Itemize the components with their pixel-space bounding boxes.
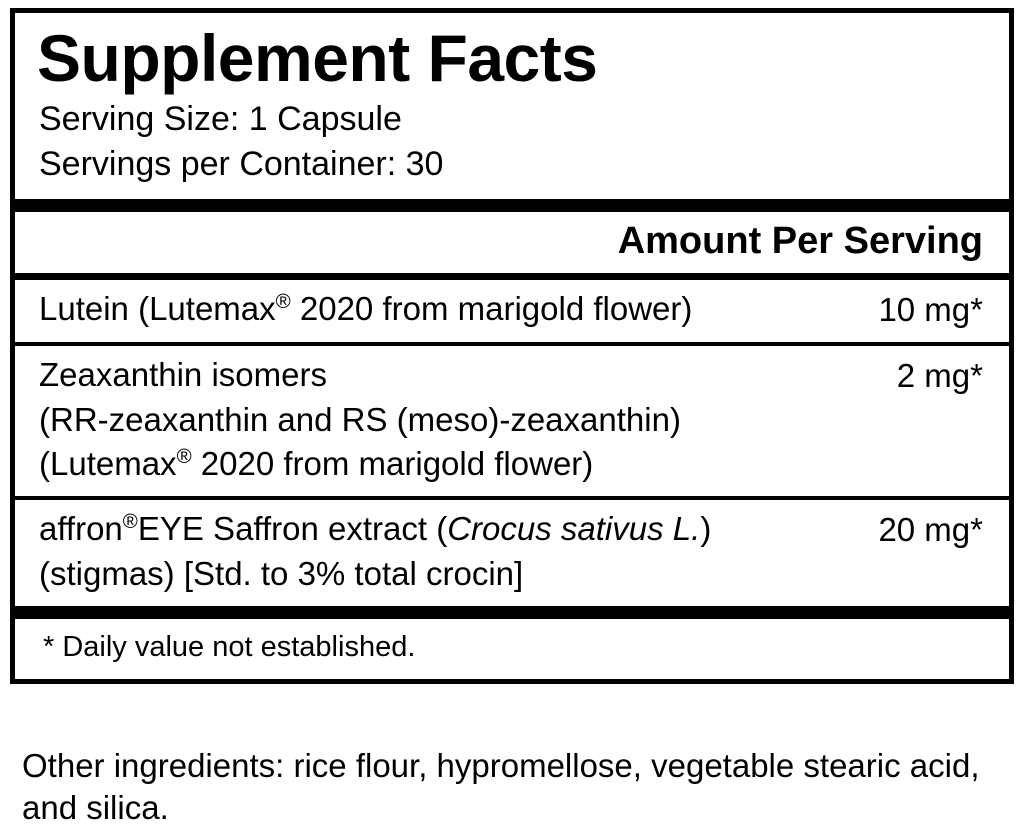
- serving-size: Serving Size: 1 Capsule: [39, 100, 402, 138]
- nutrient-amount: 2 mg*: [896, 356, 983, 394]
- other-ingredients: Other ingredients: rice flour, hypromellose, vegetable stearic acid, and silica.: [22, 747, 980, 827]
- table-row: [15, 280, 1009, 342]
- table-row: [15, 346, 1009, 497]
- page-title: Supplement Facts: [37, 21, 598, 95]
- nutrient-name: Lutein (Lutemax® 2020 from marigold flower): [39, 289, 693, 327]
- table-row: [15, 500, 1009, 606]
- amount-per-serving-label: Amount Per Serving: [617, 219, 983, 262]
- supplement-facts-panel: [10, 8, 1014, 684]
- nutrient-name: Zeaxanthin isomers (RR-zeaxanthin and RS (meso)-zeaxanthin) (Lutemax® 2020 from marigold flower): [39, 355, 681, 483]
- divider-below-header: [15, 273, 1009, 280]
- nutrient-amount: 20 mg*: [878, 511, 983, 549]
- nutrient-amount: 10 mg*: [878, 290, 983, 328]
- daily-value-footnote: * Daily value not established.: [43, 631, 416, 663]
- divider-thick-bottom: [15, 606, 1009, 619]
- divider-thick-top: [15, 199, 1009, 212]
- amount-per-serving-header-row: [15, 212, 1009, 273]
- nutrient-name: affron®EYE Saffron extract (Crocus sativus L.) (stigmas) [Std. to 3% total crocin]: [39, 510, 712, 593]
- serving-info: [15, 97, 1009, 199]
- servings-per-container: Servings per Container: 30: [39, 144, 444, 183]
